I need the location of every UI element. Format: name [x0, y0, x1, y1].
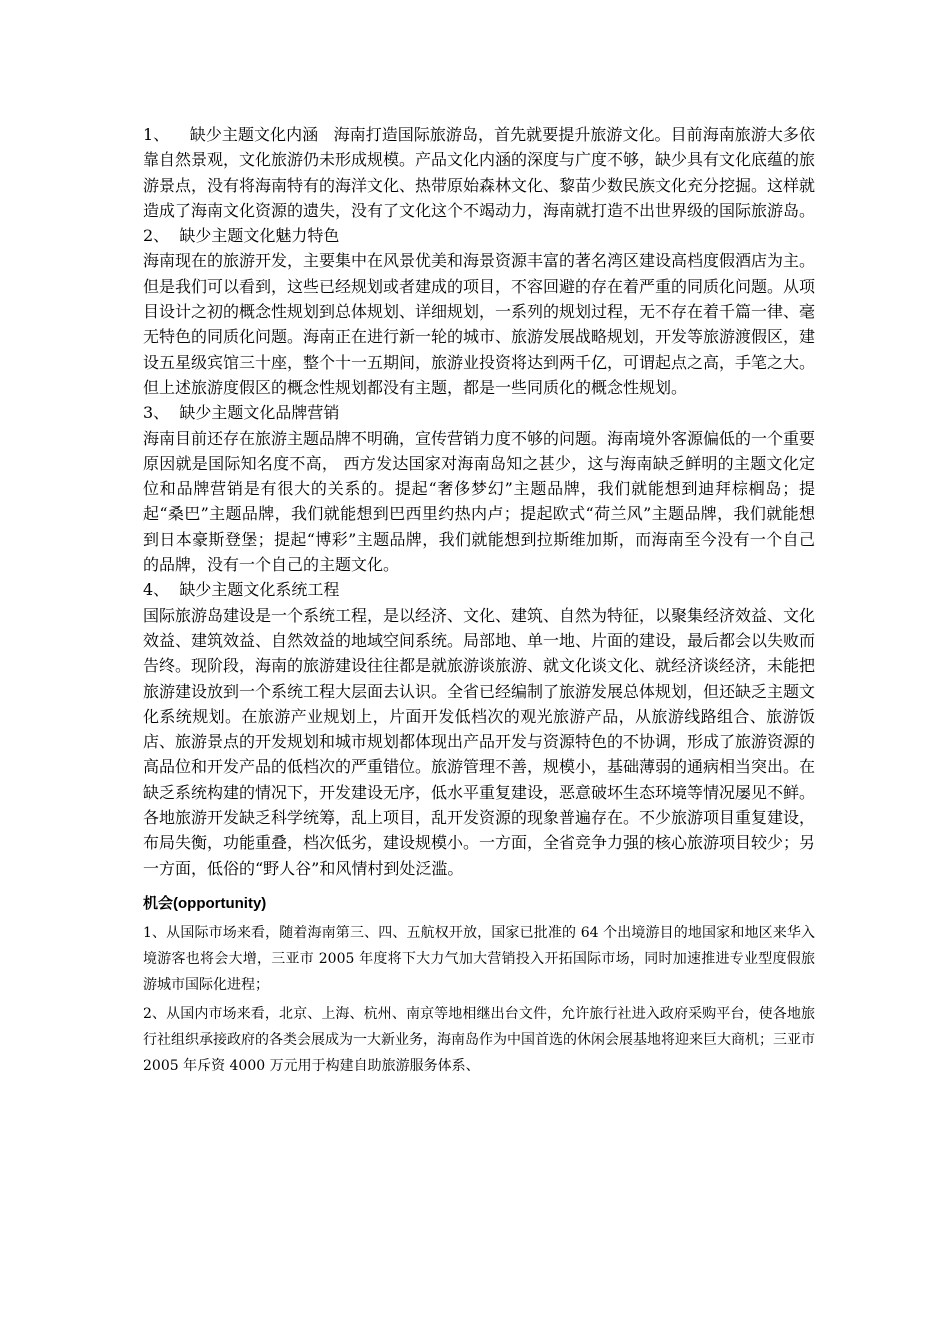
item-1-paragraph: 1、 缺少主题文化内涵 海南打造国际旅游岛，首先就要提升旅游文化。目前海南旅游大多依靠自然景观，文化旅游仍未形成规模。产品文化内涵的深度与广度不够，缺少具有文化底蕴的旅游景点，没有将海南特有的海洋文化、热带原始森林文化、黎苗少数民族文化充分挖掘。这样就造成了海南文化资源的遗失，没有了文化这个不竭动力，海南就打造不出世界级的国际旅游岛。 [143, 125, 816, 220]
item-4-paragraph: 国际旅游岛建设是一个系统工程，是以经济、文化、建筑、自然为特征，以聚集经济效益、文化效益、建筑效益、自然效益的地域空间系统。局部地、单一地、片面的建设，最后都会以失败而告终。现阶段，海南的旅游建设往往都是就旅游谈旅游、就文化谈文化、就经济谈经济，未能把旅游建设放到一个系统工程大层面去认识。全省已经编制了旅游发展总体规划，但还缺乏主题文化系统规划。在旅游产业规划上，片面开发低档次的观光旅游产品，从旅游线路组合、旅游饭店、旅游景点的开发规划和城市规划都体现出产品开发与资源特色的不协调，形成了旅游资源的高品位和开发产品的低档次的严重错位。旅游管理不善，规模小，基础薄弱的通病相当突出。在缺乏系统构建的情况下，开发建设无序，低水平重复建设，恶意破坏生态环境等情况屡见不鲜。各地旅游开发缺乏科学统筹，乱上项目，乱开发资源的现象普遍存在。不少旅游项目重复建设，布局失衡，功能重叠，档次低劣，建设规模小。一方面，全省竞争力强的核心旅游项目较少；另一方面，低俗的“野人谷”和风情村到处泛滥。 [143, 605, 816, 878]
weakness-section [143, 122, 815, 881]
item-2-paragraph: 海南现在的旅游开发，主要集中在风景优美和海景资源丰富的著名湾区建设高档度假酒店为主。但是我们可以看到，这些已经规划或者建成的项目，不容回避的存在着严重的同质化问题。从项目设计之初的概念性规划到总体规划、详细规划，一系列的规划过程，无不存在着千篇一律、毫无特色的同质化问题。海南正在进行新一轮的城市、旅游发展战略规划，开发等旅游渡假区，建设五星级宾馆三十座，整个十一五期间，旅游业投资将达到两千亿，可谓起点之高，手笔之大。但上述旅游度假区的概念性规划都没有主题，都是一些同质化的概念性规划。 [143, 251, 816, 397]
item-3-paragraph: 海南目前还存在旅游主题品牌不明确，宣传营销力度不够的问题。海南境外客源偏低的一个重要原因就是国际知名度不高， 西方发达国家对海南岛知之甚少，这与海南缺乏鲜明的主题文化定位和品牌营销是有很大的关系的。提起“奢侈梦幻”主题品牌，我们就能想到迪拜棕榈岛；提起“桑巴”主题品牌，我们就能想到巴西里约热内卢；提起欧式“荷兰风”主题品牌，我们就能想到日本豪斯登堡；提起“博彩”主题品牌，我们就能想到拉斯维加斯，而海南至今没有一个自己的品牌，没有一个自己的主题文化。 [143, 428, 816, 575]
opportunity-heading: 机会(opportunity) [143, 894, 267, 912]
opportunity-section [143, 920, 820, 1079]
document-page [143, 122, 820, 1082]
item-4-heading: 4、 缺少主题文化系统工程 [143, 580, 340, 600]
item-2-heading: 2、 缺少主题文化魅力特色 [143, 226, 340, 246]
opportunity-paragraph-2: 2、从国内市场来看，北京、上海、杭州、南京等地相继出台文件，允许旅行社进入政府采购平台，使各地旅行社组织承接政府的各类会展成为一大新业务，海南岛作为中国首选的休闲会展基地将迎来巨大商机；三亚市 2005 年斥资 4000 万元用于构建自助旅游服务体系、 [143, 1005, 820, 1074]
opportunity-paragraph-1: 1、从国际市场来看，随着海南第三、四、五航权开放，国家已批准的 64 个出境游目的地国家和地区来华入境游客也将会大增，三亚市 2005 年度将下大力气加大营销投入开拓国际市场，同时加速推进专业型度假旅游城市国际化进程； [143, 924, 815, 993]
item-3-heading: 3、 缺少主题文化品牌营销 [143, 403, 340, 423]
